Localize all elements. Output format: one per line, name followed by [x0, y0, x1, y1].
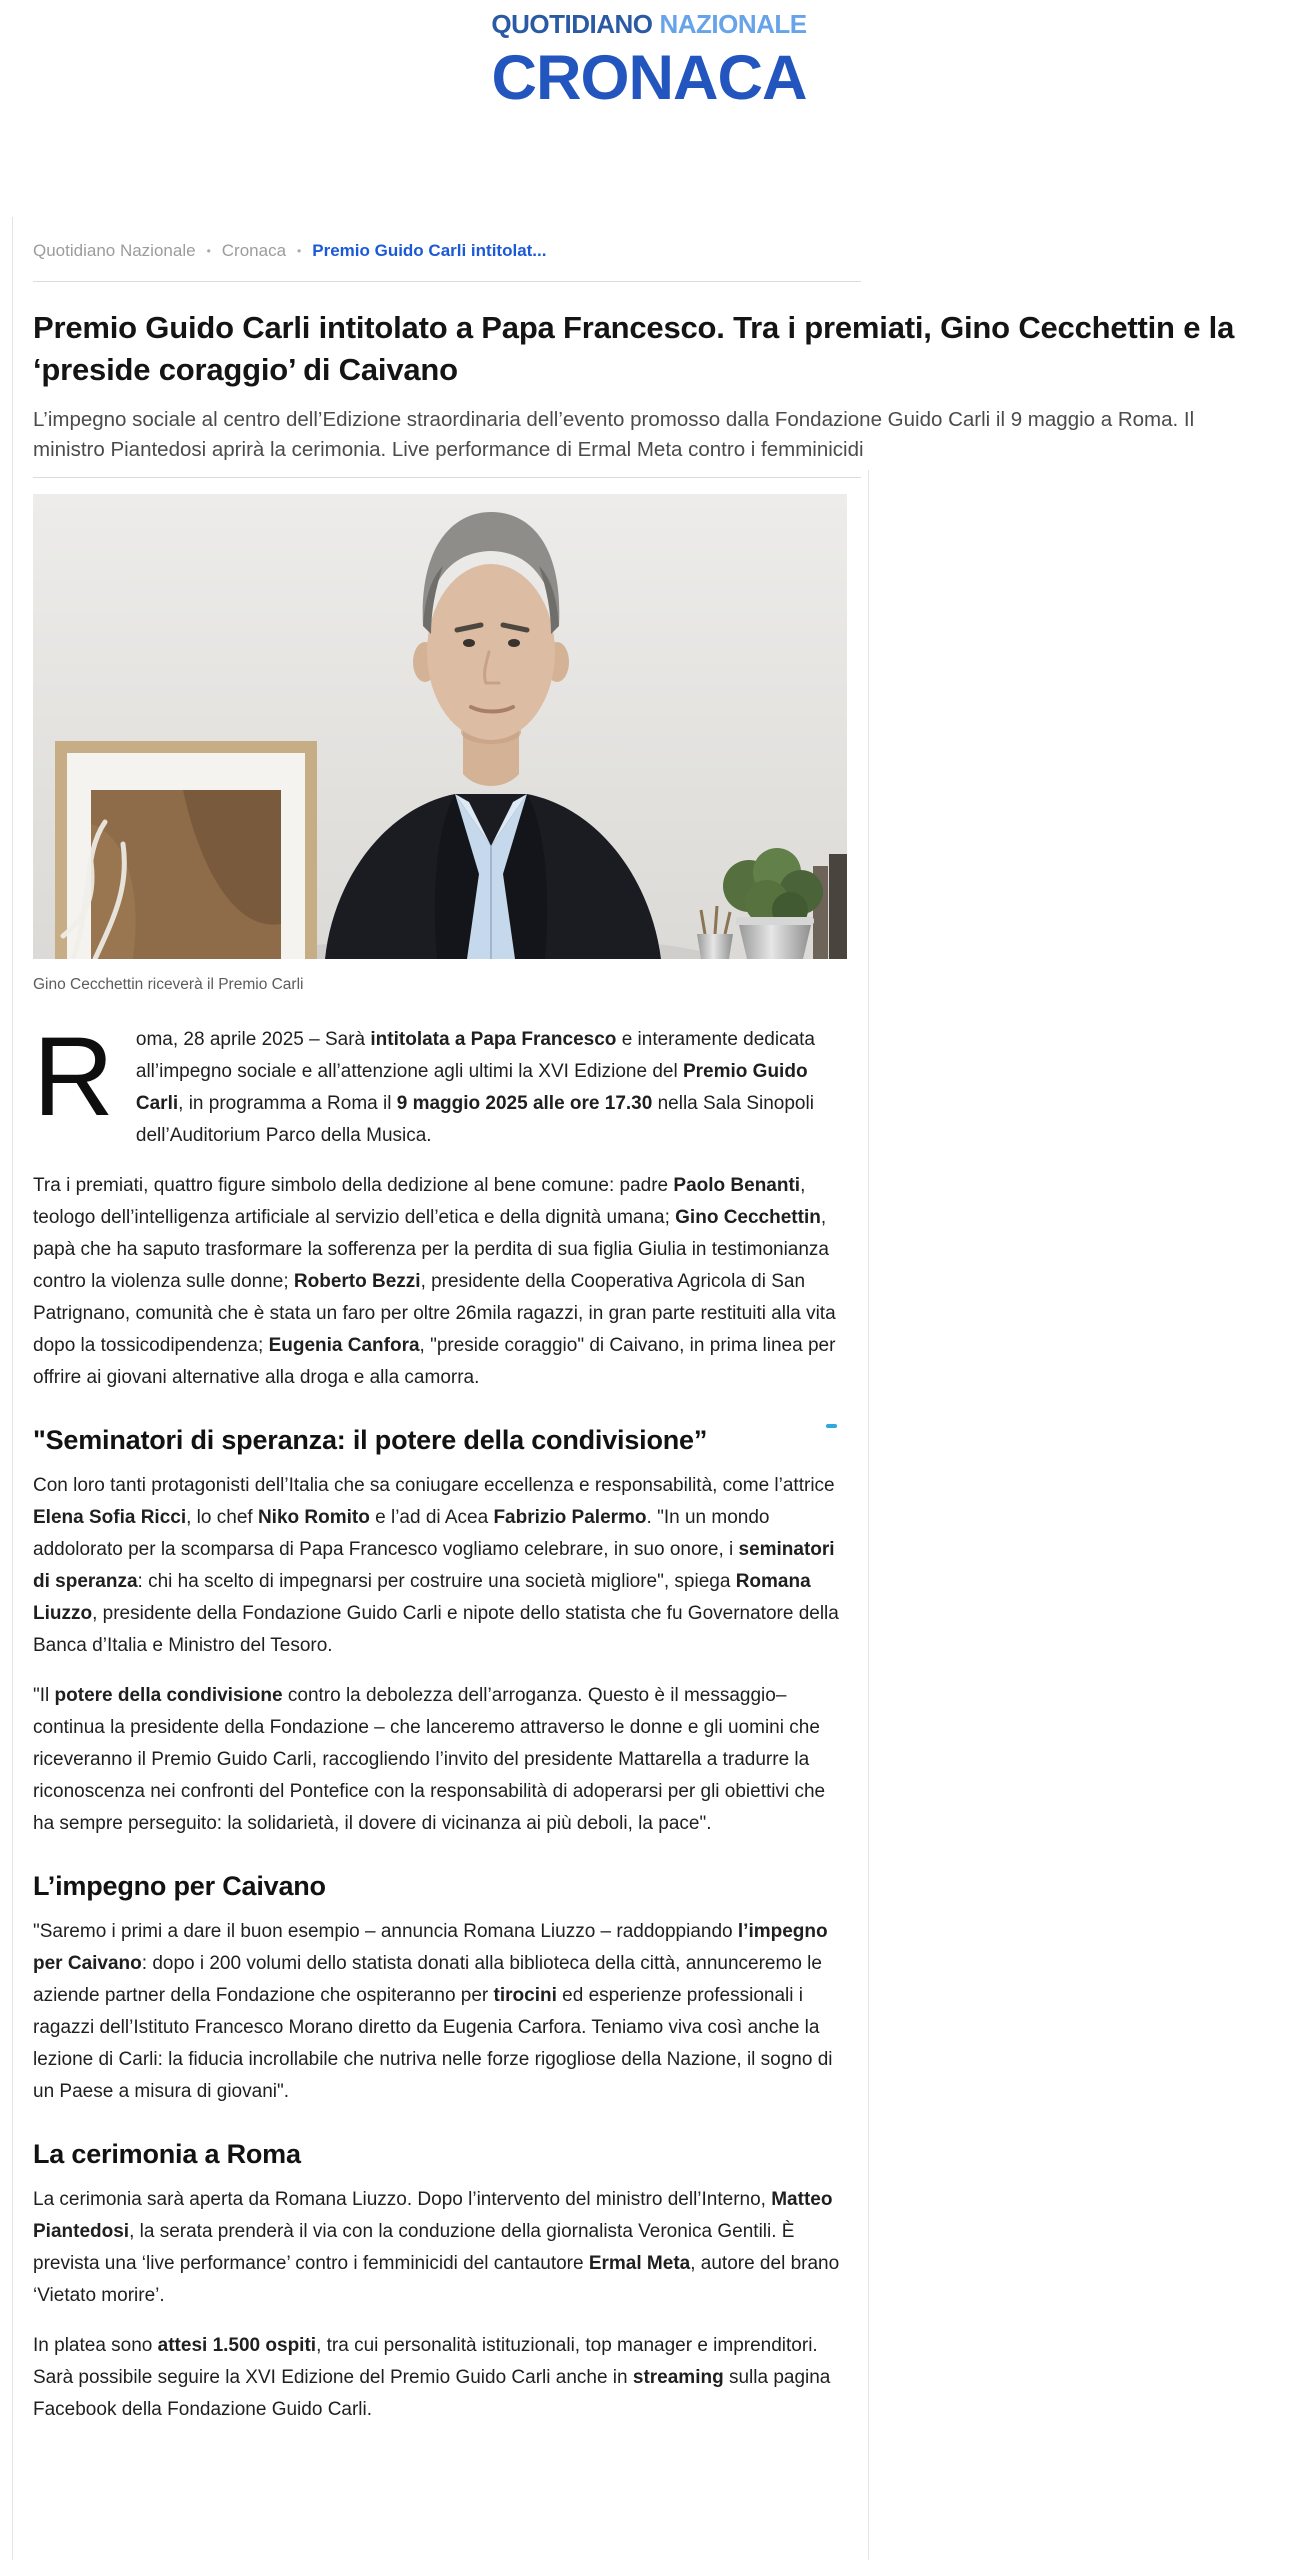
text-segment: "Saremo i primi a dare il buon esempio – annuncia Romana Liuzzo – raddoppiando [33, 1920, 738, 1942]
divider-under-subtitle [33, 477, 861, 478]
text-segment: , autore del brano ‘Vietato morire’. [33, 2252, 840, 2306]
text-segment: In platea sono [33, 2334, 158, 2356]
text-segment: attesi 1.500 ospiti [157, 2334, 317, 2356]
text-segment: , in programma a Roma il [178, 1092, 397, 1114]
article-paragraph [33, 1013, 850, 1152]
text-segment: La cerimonia sarà aperta da Romana Liuzzo. Dopo l’intervento del ministro dell’Interno, [33, 2188, 772, 2210]
article-paragraph [33, 2184, 850, 2312]
section-heading: La cerimonia a Roma [33, 2138, 301, 2169]
text-segment: seminatori di speranza [33, 1538, 835, 1592]
article-paragraph [33, 2330, 850, 2426]
masthead-logo-secondary: NAZIONALE [659, 9, 807, 39]
text-segment: : chi ha scelto di impegnarsi per costruire una società migliore", spiega [137, 1570, 736, 1592]
text-segment: Paolo Benanti [673, 1174, 801, 1196]
text-segment: Niko Romito [257, 1506, 370, 1528]
article-paragraph [33, 1680, 850, 1840]
text-segment: tirocini [493, 1984, 557, 2006]
divider-under-breadcrumb [33, 281, 861, 282]
masthead [0, 0, 1298, 113]
text-segment: Con loro tanti protagonisti dell’Italia che sa coniugare eccellenza e responsabilità, come l’attrice [33, 1474, 835, 1496]
text-segment: e interamente dedicata all’impegno sociale e all’attenzione agli ultimi la XVI Edizione del [135, 1028, 815, 1082]
breadcrumb-separator-icon: • [206, 243, 211, 258]
text-segment: : dopo i 200 volumi dello statista donati alla biblioteca della città, annunceremo le aziende partner della Fondazione che ospiteranno per [33, 1952, 822, 2006]
text-segment: intitolata a Papa Francesco [370, 1028, 617, 1050]
text-segment: , papà che ha saputo trasformare la sofferenza per la perdita di sua figlia Giulia in testimonianza contro la violenza sulle donne; [33, 1206, 829, 1292]
article-content [33, 241, 1298, 2426]
text-segment: Premio Guido Carli [135, 1060, 808, 1114]
text-segment: Matteo Piantedosi [33, 2188, 833, 2242]
text-segment: Fabrizio Palermo [493, 1506, 647, 1528]
left-rail-divider [12, 217, 13, 2560]
text-segment: , tra cui personalità istituzionali, top manager e imprenditori. Sarà possibile seguire la XVI Edizione del Premio Guido Carli anche in [33, 2334, 818, 2388]
article-body [33, 1013, 850, 2426]
breadcrumb [33, 241, 861, 261]
text-segment: . "In un mondo addolorato per la scomparsa di Papa Francesco vogliamo celebrare, in suo onore, i [33, 1506, 770, 1560]
text-segment: oma, 28 aprile 2025 – Sarà [135, 1028, 371, 1050]
text-segment: Romana Liuzzo [33, 1570, 811, 1624]
blue-dash-marker [826, 1424, 837, 1428]
breadcrumb-item-current[interactable]: Premio Guido Carli intitolat... [312, 240, 547, 260]
section-heading: L’impegno per Caivano [33, 1870, 326, 1901]
masthead-logo-primary: QUOTIDIANO [491, 9, 653, 39]
text-segment: "Il [33, 1684, 55, 1706]
article-paragraph [33, 1170, 850, 1394]
text-segment: sulla pagina Facebook della Fondazione Guido Carli. [33, 2366, 831, 2420]
text-segment: contro la debolezza dell’arroganza. Questo è il messaggio– continua la presidente della Fondazione – che lanceremo attraverso le donne e gli uomini che riceveranno il Premio Guido Carli, raccogliendo l’invito del presidente Mattarella a tradurre la riconoscenza nei confronti del Pontefice con la responsabilità di adoperarsi per gli obiettivi che ha sempre perseguito: la solidarietà, il dovere di vicinanza ai più deboli, la pace". [33, 1684, 826, 1834]
text-segment: Elena Sofia Ricci [33, 1506, 187, 1528]
breadcrumb-item-section[interactable]: Cronaca [221, 240, 287, 260]
text-segment: streaming [632, 2366, 724, 2388]
text-segment: Tra i premiati, quattro figure simbolo della dedizione al bene comune: padre [33, 1174, 674, 1196]
text-segment: Roberto Bezzi [293, 1270, 421, 1292]
article-title: Premio Guido Carli intitolato a Papa Francesco. Tra i premiati, Gino Cecchettin e la ‘preside coraggio’ di Caivano [33, 309, 1235, 387]
article-paragraph [33, 1470, 850, 1662]
books [813, 854, 847, 959]
masthead-logo[interactable] [0, 10, 1298, 40]
text-segment: , la serata prenderà il via con la conduzione della giornalista Veronica Gentili. È prevista una ‘live performance’ contro i femminicidi del cantautore [33, 2220, 795, 2274]
text-segment: , teologo dell’intelligenza artificiale al servizio dell’etica e della dignità umana; [33, 1174, 806, 1228]
text-segment: Eugenia Canfora [268, 1334, 420, 1356]
article-image [33, 494, 847, 959]
image-caption: Gino Cecchettin riceverà il Premio Carli [33, 975, 304, 993]
text-segment: nella Sala Sinopoli dell’Auditorium Parco della Musica. [135, 1092, 814, 1146]
section-heading: "Seminatori di speranza: il potere della condivisione” [33, 1424, 708, 1455]
portrait-photo-illustration [33, 494, 847, 959]
text-segment: Gino Cecchettin [675, 1206, 821, 1228]
text-segment: e l’ad di Acea [369, 1506, 494, 1528]
breadcrumb-separator-icon: • [297, 243, 302, 258]
article-subtitle: L’impegno sociale al centro dell’Edizione straordinaria dell’evento promosso dalla Fondazione Guido Carli il 9 maggio a Roma. Il ministro Piantedosi aprirà la cerimonia. Live performance di Ermal Meta contro i femminicidi [33, 407, 1195, 461]
article-paragraph [33, 1916, 850, 2108]
text-segment: , "preside coraggio" di Caivano, in prima linea per offrire ai giovani alternative alla droga e alla camorra. [33, 1334, 836, 1388]
text-segment: 9 maggio 2025 alle ore 17.30 [396, 1092, 653, 1114]
text-segment: potere della condivisione [54, 1684, 283, 1706]
drop-cap: R [33, 1013, 114, 1139]
breadcrumb-item-home[interactable]: Quotidiano Nazionale [33, 240, 196, 260]
text-segment: , presidente della Cooperativa Agricola di San Patrignano, comunità che è stata un faro per oltre 26mila ragazzi, in gran parte restituiti alla vita dopo la tossicodipendenza; [33, 1270, 836, 1356]
text-segment: Ermal Meta [588, 2252, 691, 2274]
section-title[interactable]: CRONACA [491, 42, 807, 113]
text-segment: ed esperienze professionali i ragazzi dell’Istituto Francesco Morano diretto da Eugenia Carfora. Teniamo viva così anche la lezione di Carli: la fiducia incrollabile che nutriva nelle forze rigogliose della Nazione, il sogno di un Paese a misura di giovani". [33, 1984, 833, 2102]
text-segment: l’impegno per Caivano [33, 1920, 828, 1974]
text-segment: , presidente della Fondazione Guido Carli e nipote dello statista che fu Governatore della Banca d’Italia e Ministro del Tesoro. [33, 1602, 839, 1656]
text-segment: , lo chef [186, 1506, 258, 1528]
